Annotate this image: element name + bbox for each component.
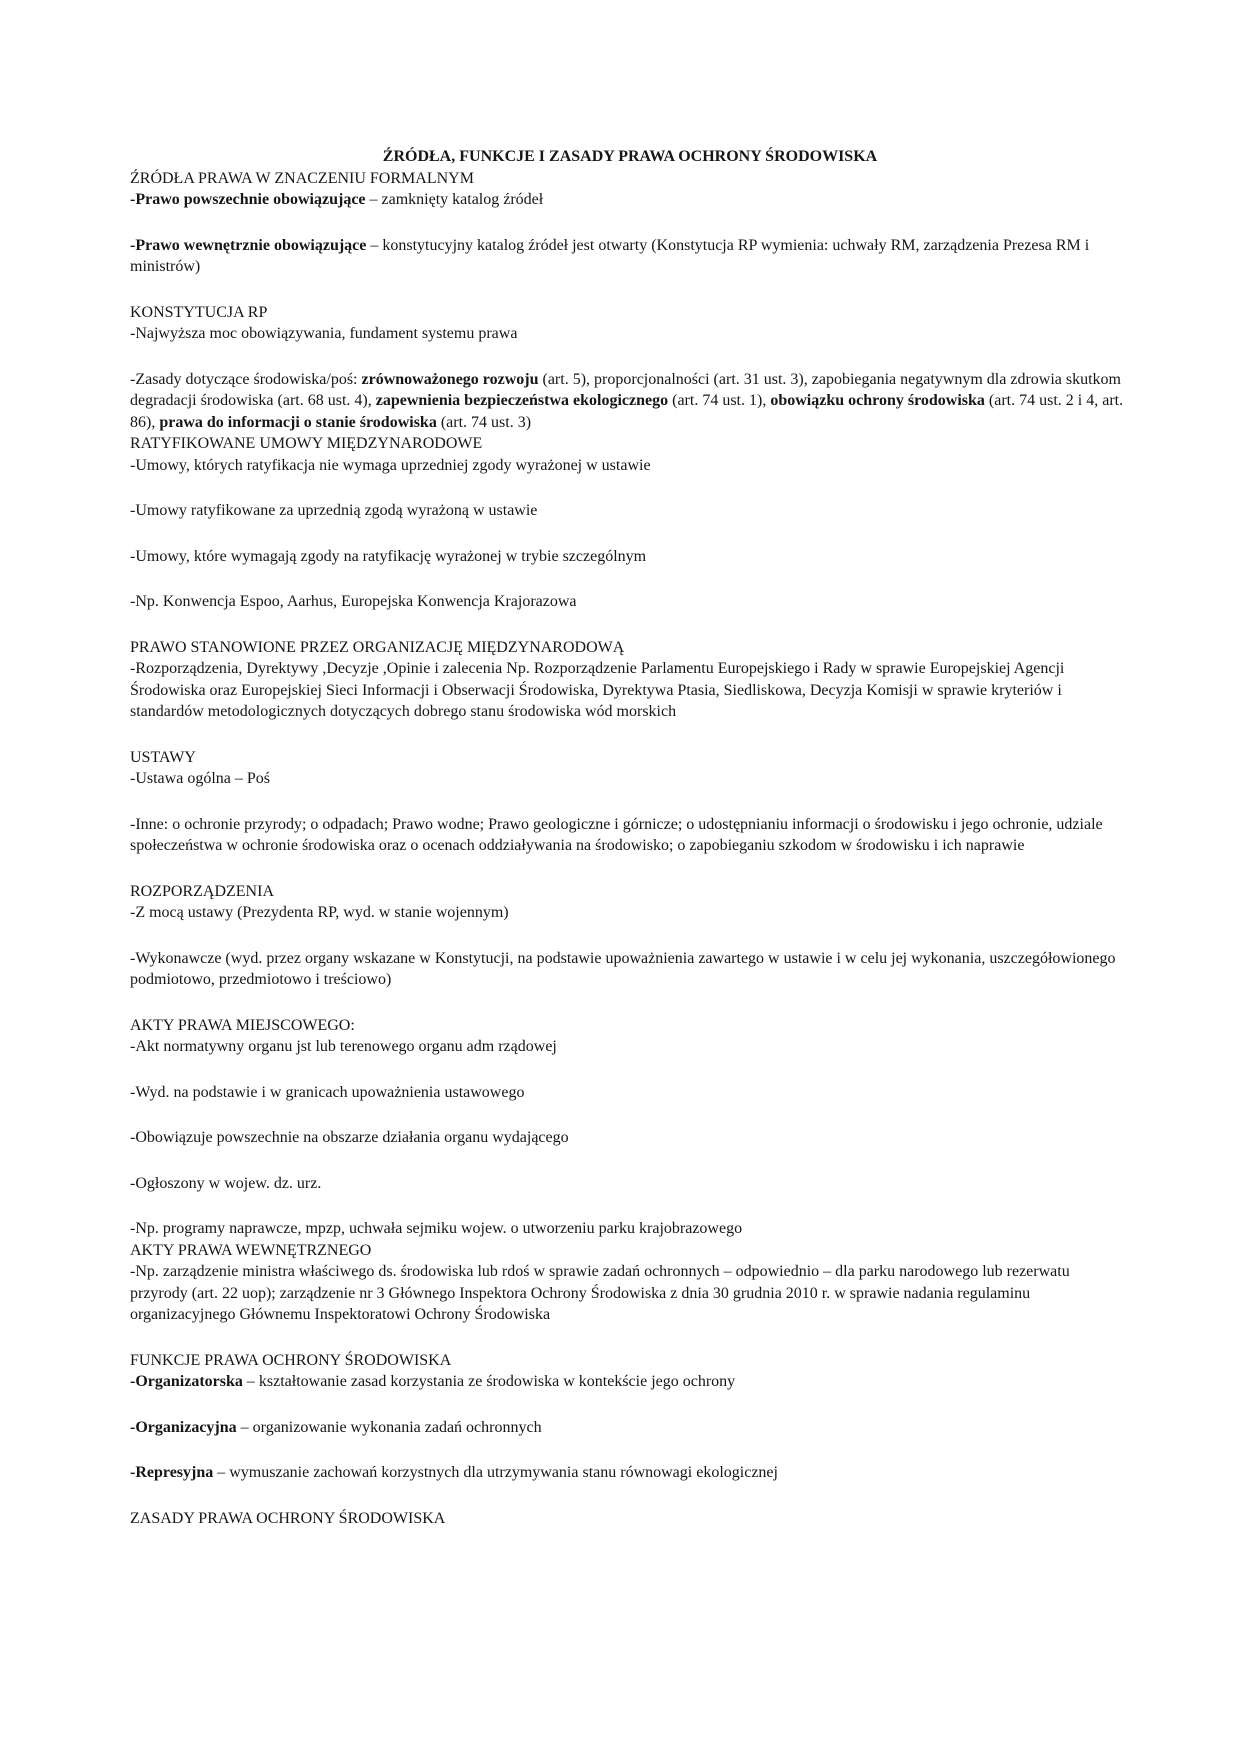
blank-line xyxy=(130,1058,1130,1082)
text-run: obowiązku ochrony środowiska xyxy=(770,392,985,409)
paragraph xyxy=(130,1417,1130,1439)
blank-line xyxy=(130,924,1130,948)
blank-line xyxy=(130,211,1130,235)
paragraph xyxy=(130,1173,1130,1195)
paragraph xyxy=(130,369,1130,434)
paragraph xyxy=(130,591,1130,613)
paragraph xyxy=(130,235,1130,278)
text-run: -Zasady dotyczące środowiska/poś: xyxy=(130,370,362,388)
text-run: – organizowanie wykonania zadań ochronnych xyxy=(236,1418,542,1436)
paragraph xyxy=(130,1036,1130,1058)
blank-line xyxy=(130,613,1130,637)
section-heading xyxy=(130,168,1130,190)
blank-line xyxy=(130,1438,1130,1462)
blank-line xyxy=(130,1149,1130,1173)
paragraph xyxy=(130,1218,1130,1240)
text-run: (art. 74 ust. 2 i 4, art. 86), xyxy=(130,392,1124,431)
text-run: zrównoważonego rozwoju xyxy=(361,370,539,388)
text-run: FUNKCJE PRAWA OCHRONY ŚRODOWISKA xyxy=(130,1351,452,1369)
text-run: AKTY PRAWA WEWNĘTRZNEGO xyxy=(130,1241,372,1259)
text-run: -Rozporządzenia, Dyrektywy ,Decyzje ,Opinie i zalecenia Np. Rozporządzenie Parlamentu Europejskiego i Rady w sprawie Europejskiej Agencji Środowiska oraz Europejskiej Sieci Informacji i Obserwacji Środowiska, Dyrektywa Ptasia, Siedliskowa, Decyzja Komisji w sprawie kryteriów i standardów metodologicznych dotyczących dobrego stanu środowiska wód morskich xyxy=(130,660,1065,720)
document-title xyxy=(130,146,1130,168)
blank-line xyxy=(130,1194,1130,1218)
paragraph xyxy=(130,768,1130,790)
section-heading xyxy=(130,1240,1130,1262)
section-heading xyxy=(130,433,1130,455)
blank-line xyxy=(130,1103,1130,1127)
paragraph xyxy=(130,658,1130,723)
paragraph xyxy=(130,500,1130,522)
paragraph xyxy=(130,814,1130,857)
text-run: -Umowy ratyfikowane za uprzednią zgodą wyrażoną w ustawie xyxy=(130,502,538,519)
text-run: PRAWO STANOWIONE PRZEZ ORGANIZACJĘ MIĘDZYNARODOWĄ xyxy=(130,638,625,656)
text-run: ŹRÓDŁA PRAWA W ZNACZENIU FORMALNYM xyxy=(130,169,474,187)
text-run: -Np. programy naprawcze, mpzp, uchwała sejmiku wojew. o utworzeniu parku krajobrazowego xyxy=(130,1220,743,1237)
section-heading xyxy=(130,1350,1130,1372)
section-heading xyxy=(130,747,1130,769)
text-run: -Z mocą ustawy (Prezydenta RP, wyd. w stanie wojennym) xyxy=(130,904,509,921)
text-run: -Obowiązuje powszechnie na obszarze działania organu wydającego xyxy=(130,1129,569,1146)
paragraph xyxy=(130,948,1130,991)
text-run: zapewnienia bezpieczeństwa ekologicznego xyxy=(375,392,669,409)
paragraph xyxy=(130,1082,1130,1104)
text-run: RATYFIKOWANE UMOWY MIĘDZYNARODOWE xyxy=(130,435,483,452)
text-run: – kształtowanie zasad korzystania ze środowiska w kontekście jego ochrony xyxy=(242,1373,736,1390)
paragraph xyxy=(130,189,1130,211)
text-run: -Wyd. na podstawie i w granicach upoważnienia ustawowego xyxy=(130,1083,525,1101)
blank-line xyxy=(130,790,1130,814)
blank-line xyxy=(130,278,1130,302)
text-run: -Inne: o ochronie przyrody; o odpadach; Prawo wodne; Prawo geologiczne i górnicze; o udostępnianiu informacji o środowisku i jego ochronie, udziale społeczeństwa w ochronie środowiska oraz o ocenach oddziaływania na środowisko; o zapobieganiu szkodom w środowisku i ich naprawie xyxy=(130,815,1103,854)
text-run: -Umowy, które wymagają zgody na ratyfikację wyrażonej w trybie szczególnym xyxy=(130,547,647,565)
blank-line xyxy=(130,1326,1130,1350)
blank-line xyxy=(130,857,1130,881)
text-run: -Najwyższa moc obowiązywania, fundament systemu prawa xyxy=(130,325,518,342)
blank-line xyxy=(130,1393,1130,1417)
paragraph xyxy=(130,546,1130,568)
text-run: prawa do informacji o stanie środowiska xyxy=(159,413,437,431)
text-run: -Umowy, których ratyfikacja nie wymaga uprzedniej zgody wyrażonej w ustawie xyxy=(130,456,651,474)
text-run: ROZPORZĄDZENIA xyxy=(130,882,274,900)
blank-line xyxy=(130,476,1130,500)
text-run: (art. 74 ust. 3) xyxy=(436,413,532,431)
text-run: ŹRÓDŁA, FUNKCJE I ZASADY PRAWA OCHRONY ŚRODOWISKA xyxy=(382,148,878,165)
text-run: -Prawo powszechnie obowiązujące xyxy=(130,191,366,208)
section-heading xyxy=(130,637,1130,659)
section-heading xyxy=(130,881,1130,903)
paragraph xyxy=(130,1371,1130,1393)
section-heading xyxy=(130,1015,1130,1037)
blank-line xyxy=(130,522,1130,546)
text-run: KONSTYTUCJA RP xyxy=(130,303,268,321)
text-run: -Ogłoszony w wojew. dz. urz. xyxy=(130,1174,322,1192)
section-heading xyxy=(130,1508,1130,1530)
blank-line xyxy=(130,723,1130,747)
paragraph xyxy=(130,323,1130,345)
text-run: -Ustawa ogólna – Poś xyxy=(130,770,270,787)
blank-line xyxy=(130,991,1130,1015)
paragraph xyxy=(130,1462,1130,1484)
blank-line xyxy=(130,1484,1130,1508)
text-run: -Organizatorska xyxy=(130,1373,243,1390)
blank-line xyxy=(130,567,1130,591)
text-run: -Organizacyjna xyxy=(130,1418,237,1436)
text-run: -Akt normatywny organu jst lub terenowego organu adm rządowej xyxy=(130,1038,557,1055)
section-heading xyxy=(130,302,1130,324)
text-run: – zamknięty katalog źródeł xyxy=(365,191,544,208)
text-run: (art. 74 ust. 1), xyxy=(668,392,771,409)
text-run: -Np. zarządzenie ministra właściwego ds. środowiska lub rdoś w sprawie zadań ochronnych – odpowiednio – dla parku narodowego lub rezerwatu przyrody (art. 22 uop); zarządzenie nr 3 Głównego Inspektora Ochrony Środowiska z dnia 30 grudnia 2010 r. w sprawie nadania regulaminu organizacyjnego Głównemu Inspektoratowi Ochrony Środowiska xyxy=(130,1263,1070,1323)
text-run: – wymuszanie zachowań korzystnych dla utrzymywania stanu równowagi ekologicznej xyxy=(213,1464,778,1481)
text-run: -Represyjna xyxy=(130,1464,214,1481)
text-run: (art. 5), proporcjonalności (art. 31 ust. 3), zapobiegania negatywnym dla zdrowia skutkom degradacji środowiska (art. 68 ust. 4), xyxy=(130,370,1121,409)
text-run: -Prawo wewnętrznie obowiązujące xyxy=(130,236,367,254)
blank-line xyxy=(130,345,1130,369)
text-run: AKTY PRAWA MIEJSCOWEGO: xyxy=(130,1016,355,1034)
text-run: -Wykonawcze (wyd. przez organy wskazane w Konstytucji, na podstawie upoważnienia zawartego w ustawie i w celu jej wykonania, uszczegółowionego podmiotowo, przedmiotowo i treściowo) xyxy=(130,949,1116,988)
paragraph xyxy=(130,455,1130,477)
text-run: -Np. Konwencja Espoo, Aarhus, Europejska Konwencja Krajorazowa xyxy=(130,593,577,610)
text-run: USTAWY xyxy=(130,748,196,766)
paragraph xyxy=(130,1127,1130,1149)
paragraph xyxy=(130,902,1130,924)
text-run: ZASADY PRAWA OCHRONY ŚRODOWISKA xyxy=(130,1509,446,1527)
paragraph xyxy=(130,1261,1130,1326)
text-run: – konstytucyjny katalog źródeł jest otwarty (Konstytucja RP wymienia: uchwały RM, zarządzenia Prezesa RM i ministrów) xyxy=(130,236,1090,275)
